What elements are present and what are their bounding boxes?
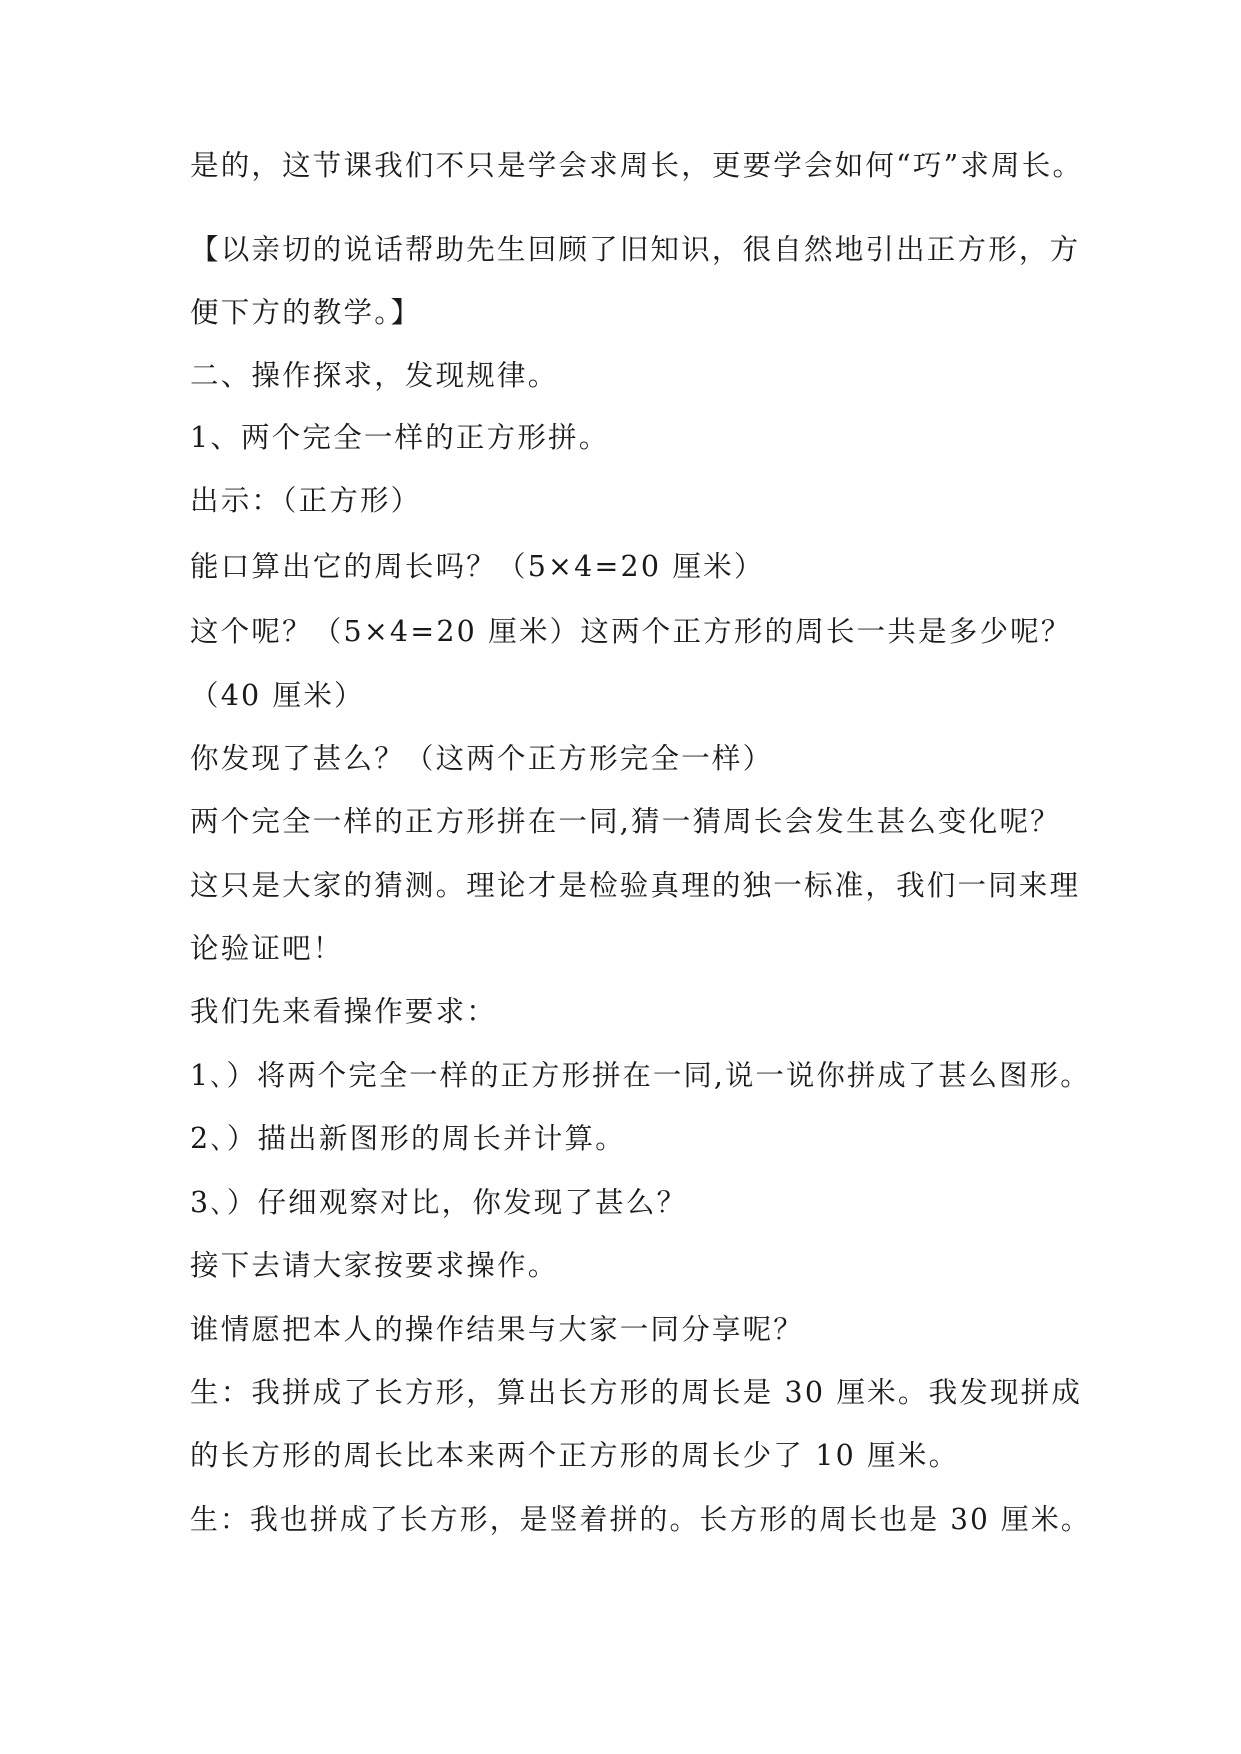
paragraph-line: 这只是大家的猜测。理论才是检验真理的独一标准，我们一同来理 xyxy=(190,869,1081,902)
paragraph-line: 两个完全一样的正方形拼在一同,猜一猜周长会发生甚么变化呢？ xyxy=(190,805,1061,838)
paragraph-line: 你发现了甚么？（这两个正方形完全一样） xyxy=(190,742,774,775)
paragraph-line: 能口算出它的周长吗？（5×4=20 厘米） xyxy=(190,550,765,583)
paragraph-line: 接下去请大家按要求操作。 xyxy=(190,1249,559,1282)
paragraph-line: 便下方的教学。】 xyxy=(190,296,422,329)
paragraph-line: 【以亲切的说话帮助先生回顾了旧知识，很自然地引出正方形，方 xyxy=(190,233,1081,266)
paragraph-line: 1、两个完全一样的正方形拼。 xyxy=(190,421,610,454)
paragraph-line: 生：我拼成了长方形，算出长方形的周长是 30 厘米。我发现拼成 xyxy=(190,1376,1083,1409)
paragraph-line: 二、操作探求，发现规律。 xyxy=(190,359,559,392)
paragraph-line: 生：我也拼成了长方形，是竖着拼的。长方形的周长也是 30 厘米。 xyxy=(190,1503,1091,1536)
paragraph-line: 的长方形的周长比本来两个正方形的周长少了 10 厘米。 xyxy=(190,1439,960,1472)
paragraph-line: 论验证吧！ xyxy=(190,932,344,965)
paragraph-line: 2､）描出新图形的周长并计算。 xyxy=(190,1122,626,1155)
paragraph-line: 是的，这节课我们不只是学会求周长，更要学会如何“巧”求周长。 xyxy=(190,149,1084,182)
paragraph-line: 我们先来看操作要求： xyxy=(190,995,498,1028)
paragraph-line: 3､）仔细观察对比，你发现了甚么？ xyxy=(190,1186,688,1219)
paragraph-line: 出示：（正方形） xyxy=(190,484,422,517)
paragraph-line: （40 厘米） xyxy=(190,679,365,712)
paragraph-line: 谁情愿把本人的操作结果与大家一同分享呢？ xyxy=(190,1313,805,1346)
paragraph-line: 这个呢？（5×4=20 厘米）这两个正方形的周长一共是多少呢？ xyxy=(190,615,1072,648)
paragraph-line: 1､）将两个完全一样的正方形拼在一同,说一说你拼成了甚么图形。 xyxy=(190,1059,1091,1092)
